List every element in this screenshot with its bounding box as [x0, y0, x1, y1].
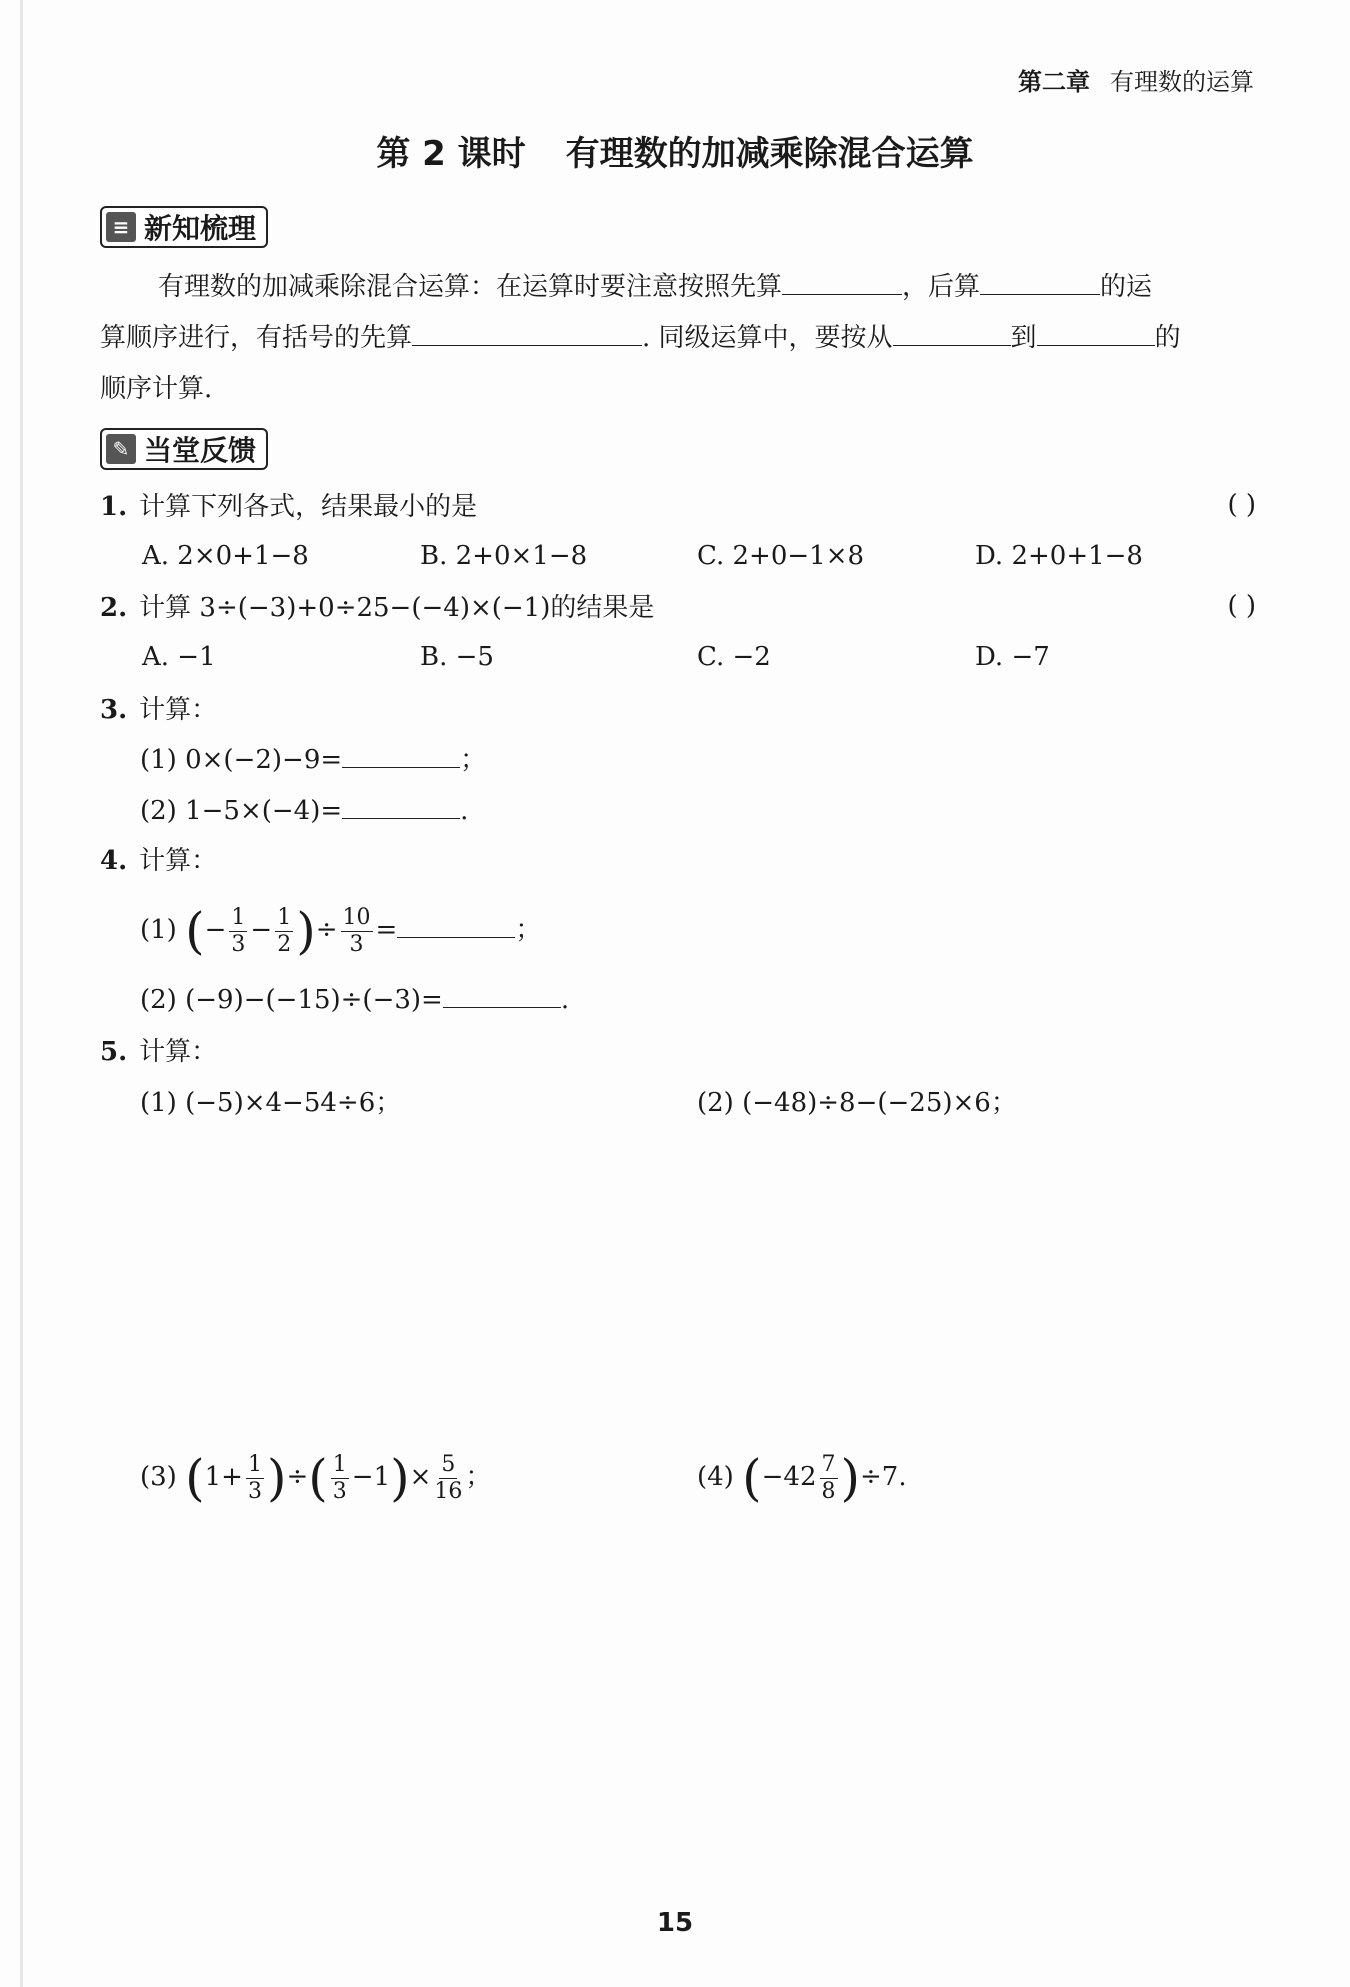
intro-text: 的: [1154, 323, 1181, 353]
operator: −: [204, 915, 227, 945]
punct: ；: [460, 745, 487, 775]
book-icon: ≡: [106, 212, 136, 242]
expression: −1: [351, 1462, 391, 1492]
numerator: 1: [247, 1451, 262, 1477]
paren-close: ): [840, 1449, 861, 1507]
sub-question-5-4: [697, 1447, 907, 1508]
question-text: 计算：: [139, 695, 218, 725]
denominator: 8: [821, 1478, 836, 1504]
fraction: [275, 905, 293, 958]
section-header-knowledge: [100, 206, 268, 248]
denominator: 3: [332, 1478, 347, 1504]
question-number: 3.: [100, 695, 128, 725]
section-header-feedback: [100, 428, 268, 470]
paren-close: ): [390, 1449, 410, 1507]
paren-close: ): [296, 902, 316, 960]
fraction: [341, 905, 373, 958]
punct: .: [560, 985, 570, 1015]
paren-open: (: [308, 1449, 328, 1507]
question-text: 计算：: [139, 846, 218, 876]
sub-question-3-1: [140, 743, 486, 777]
answer-blank[interactable]: [782, 272, 902, 295]
option-a[interactable]: A. −1: [142, 642, 216, 672]
intro-text: ，后算: [902, 272, 981, 302]
expression: −42: [761, 1462, 817, 1492]
intro-text: 的运: [1100, 272, 1153, 302]
answer-paren[interactable]: ( ): [1227, 490, 1256, 520]
question-4: [100, 844, 217, 878]
fraction: [246, 1452, 264, 1505]
answer-blank[interactable]: [893, 323, 1011, 346]
question-5: [100, 1035, 217, 1069]
question-number: 1.: [100, 492, 128, 522]
punct: .: [460, 796, 469, 826]
numerator: 1: [231, 904, 246, 930]
question-number: 5.: [100, 1037, 128, 1067]
sub-label: (1): [140, 915, 177, 945]
lesson-number: 第 2 课时: [376, 134, 526, 174]
sub-label: (4): [697, 1462, 734, 1492]
fraction: [434, 1452, 462, 1505]
expression: (2) 1−5×(−4)=: [140, 796, 343, 826]
chapter-header: [1018, 62, 1254, 97]
intro-text: . 同级运算中，要按从: [642, 323, 893, 353]
denominator: 3: [349, 931, 364, 957]
option-c[interactable]: C. 2+0−1×8: [697, 541, 865, 571]
numerator: 1: [277, 904, 292, 930]
fraction: [331, 1452, 349, 1505]
paren-open: (: [185, 1449, 205, 1507]
intro-paragraph-line3: [100, 364, 1258, 415]
denominator: 3: [231, 931, 246, 957]
intro-text: 有理数的加减乘除混合运算：在运算时要注意按照先算: [158, 272, 783, 302]
expression: (1) 0×(−2)−9=: [140, 745, 343, 775]
numerator: 10: [342, 904, 371, 930]
page-edge: [20, 0, 23, 1987]
fraction: [229, 905, 247, 958]
option-c[interactable]: C. −2: [697, 642, 771, 672]
answer-blank[interactable]: [1037, 323, 1155, 346]
sub-question-3-2: [140, 794, 468, 828]
sub-label: (3): [140, 1462, 177, 1492]
sub-question-5-3: [140, 1447, 491, 1508]
question-2: [100, 591, 654, 625]
sub-question-5-2: (2) (−48)÷8−(−25)×6；: [697, 1088, 1017, 1118]
question-text: 计算 3÷(−3)+0÷25−(−4)×(−1)的结果是: [139, 593, 655, 623]
paren-close: ): [266, 1449, 287, 1507]
intro-text: 到: [1010, 323, 1037, 353]
option-d[interactable]: D. 2+0+1−8: [975, 541, 1143, 571]
option-d[interactable]: D. −7: [975, 642, 1050, 672]
denominator: 16: [434, 1478, 463, 1504]
section-title: 新知梳理: [144, 212, 257, 245]
question-number: 4.: [100, 846, 128, 876]
question-1: [100, 490, 477, 524]
answer-blank[interactable]: [443, 985, 561, 1008]
numerator: 7: [821, 1451, 836, 1477]
answer-paren[interactable]: ( ): [1227, 591, 1256, 621]
paren-open: (: [185, 902, 205, 960]
numerator: 1: [332, 1451, 347, 1477]
sub-question-4-2: [140, 983, 569, 1017]
pencil-icon: ✎: [106, 434, 136, 464]
operator: =: [375, 915, 398, 945]
lesson-name: 有理数的加减乘除混合运算: [565, 134, 974, 174]
intro-paragraph: [100, 262, 1258, 313]
denominator: 3: [247, 1478, 262, 1504]
operator: ×: [409, 1462, 432, 1492]
option-b[interactable]: B. −5: [420, 642, 494, 672]
denominator: 2: [277, 931, 292, 957]
option-b[interactable]: B. 2+0×1−8: [420, 541, 588, 571]
operator: ÷: [286, 1462, 309, 1492]
expression: (2) (−9)−(−15)÷(−3)=: [140, 985, 443, 1015]
fraction: [820, 1452, 838, 1505]
intro-text: 顺序计算.: [100, 374, 213, 404]
question-text: 计算：: [139, 1037, 218, 1067]
lesson-title: [0, 126, 1350, 175]
intro-text: 算顺序进行，有括号的先算: [100, 323, 413, 353]
punct: ；: [465, 1462, 492, 1492]
question-text: 计算下列各式，结果最小的是: [139, 492, 478, 522]
chapter-title: 有理数的运算: [1110, 68, 1254, 96]
sub-question-5-1: (1) (−5)×4−54÷6；: [140, 1088, 402, 1118]
expression: ÷7.: [860, 1462, 907, 1492]
answer-blank[interactable]: [980, 272, 1100, 295]
answer-blank[interactable]: [342, 796, 460, 819]
intro-paragraph-line2: [100, 313, 1258, 364]
sub-question-4-1: [140, 900, 541, 961]
page-number: 15: [656, 1908, 694, 1938]
chapter-number: 第二章: [1018, 68, 1090, 96]
question-number: 2.: [100, 593, 128, 623]
paren-open: (: [742, 1449, 762, 1507]
numerator: 5: [441, 1451, 456, 1477]
question-3: [100, 693, 217, 727]
option-a[interactable]: A. 2×0+1−8: [142, 541, 309, 571]
expression: 1+: [204, 1462, 243, 1492]
answer-blank[interactable]: [397, 915, 515, 938]
operator: −: [250, 915, 273, 945]
answer-blank[interactable]: [342, 745, 460, 768]
section-title: 当堂反馈: [144, 434, 257, 467]
punct: ；: [515, 915, 542, 945]
operator: ÷: [315, 915, 338, 945]
answer-blank[interactable]: [412, 323, 642, 346]
